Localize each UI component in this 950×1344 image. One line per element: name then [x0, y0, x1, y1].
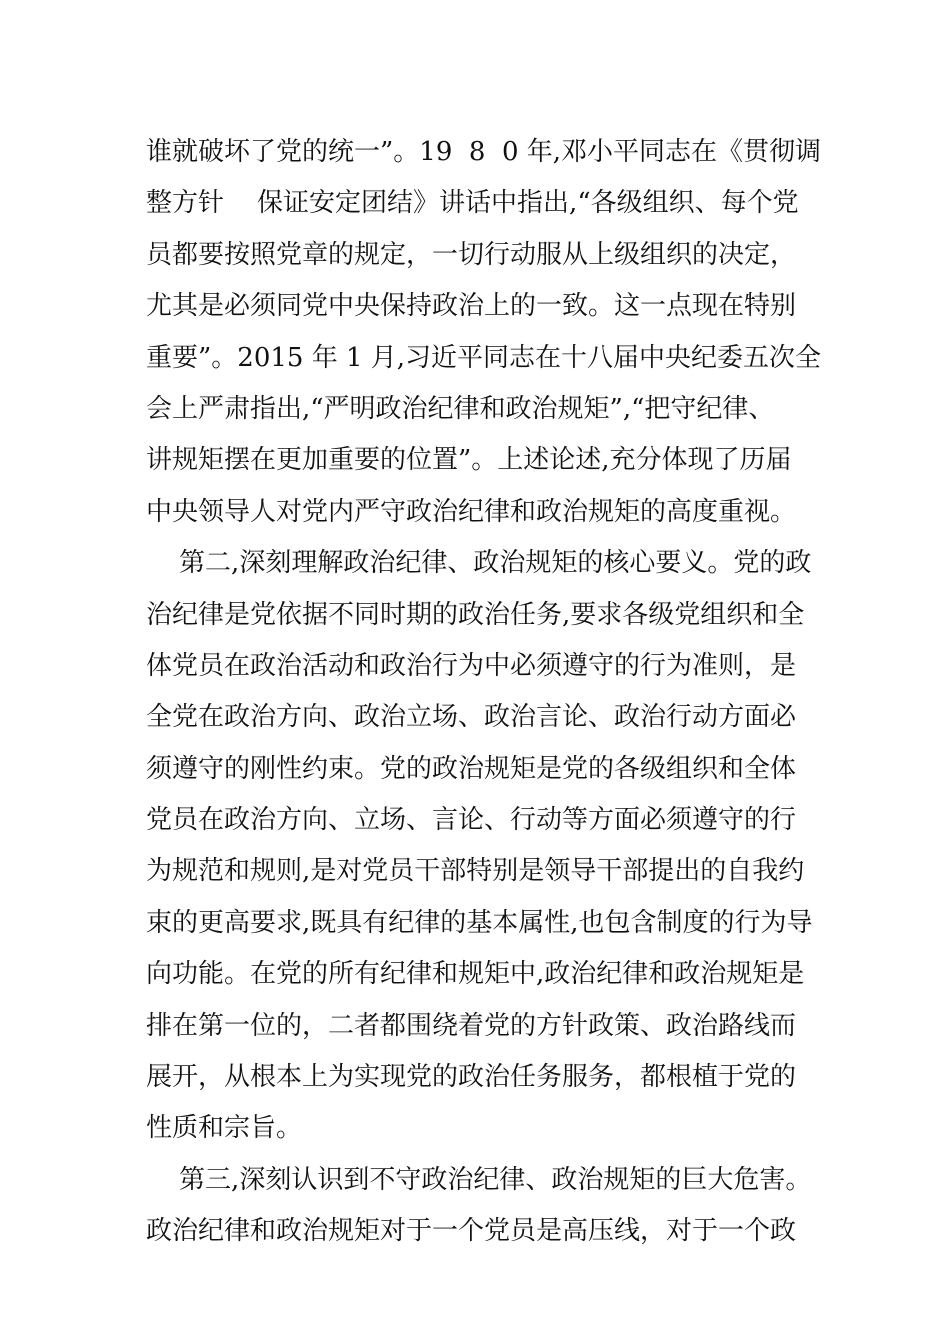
text-line: 重要”。2015 年 1 月,习近平同志在十八届中央纪委五次全: [146, 342, 822, 373]
text-line: 为规范和规则,是对党员干部特别是领导干部提出的自我约: [146, 856, 805, 887]
paragraph-3-heading-line: 第三,深刻认识到不守政治纪律、政治规矩的巨大危害。: [146, 1164, 812, 1195]
text-line: 治纪律是党依据不同时期的政治任务,要求各级党组织和全: [146, 599, 805, 630]
text-line: 排在第一位的，二者都围绕着党的方针政策、政治路线而: [146, 1010, 797, 1041]
text-line: 束的更高要求,既具有纪律的基本属性,也包含制度的行为导: [146, 907, 813, 938]
text-line: 性质和宗旨。: [146, 1113, 303, 1144]
text-line: 展开，从根本上为实现党的政治任务服务，都根植于党的: [146, 1062, 797, 1093]
text-line: 党员在政治方向、立场、言论、行动等方面必须遵守的行: [146, 805, 797, 836]
text-line: 向功能。在党的所有纪律和规矩中,政治纪律和政治规矩是: [146, 959, 805, 990]
text-line: 须遵守的刚性约束。党的政治规矩是党的各级组织和全体: [146, 753, 797, 784]
text-line: 会上严肃指出,“严明政治纪律和政治规矩”,“把守纪律、: [146, 393, 775, 424]
text-line: 谁就破坏了党的统一”。19 8 0 年,邓小平同志在《贯彻调: [146, 137, 822, 167]
text-line: 员都要按照党章的规定，一切行动服从上级组织的决定，: [146, 239, 797, 270]
text-line: 政治纪律和政治规矩对于一个党员是高压线，对于一个政: [146, 1216, 797, 1247]
body-text: [146, 127, 822, 1258]
text-line: 中央领导人对党内严守政治纪律和政治规矩的高度重视。: [146, 496, 797, 527]
text-line: 讲规矩摆在更加重要的位置”。上述论述,充分体现了历届: [146, 445, 792, 476]
text-line: 全党在政治方向、政治立场、政治言论、政治行动方面必: [146, 702, 797, 733]
paragraph-2-heading-line: 第二,深刻理解政治纪律、政治规矩的核心要义。党的政: [146, 548, 812, 579]
text-line: 尤其是必须同党中央保持政治上的一致。这一点现在特别: [146, 291, 797, 322]
text-line: 体党员在政治活动和政治行为中必须遵守的行为准则，是: [146, 650, 797, 681]
text-line: 整方针 保证安定团结》讲话中指出,“各级组织、每个党: [146, 188, 799, 219]
